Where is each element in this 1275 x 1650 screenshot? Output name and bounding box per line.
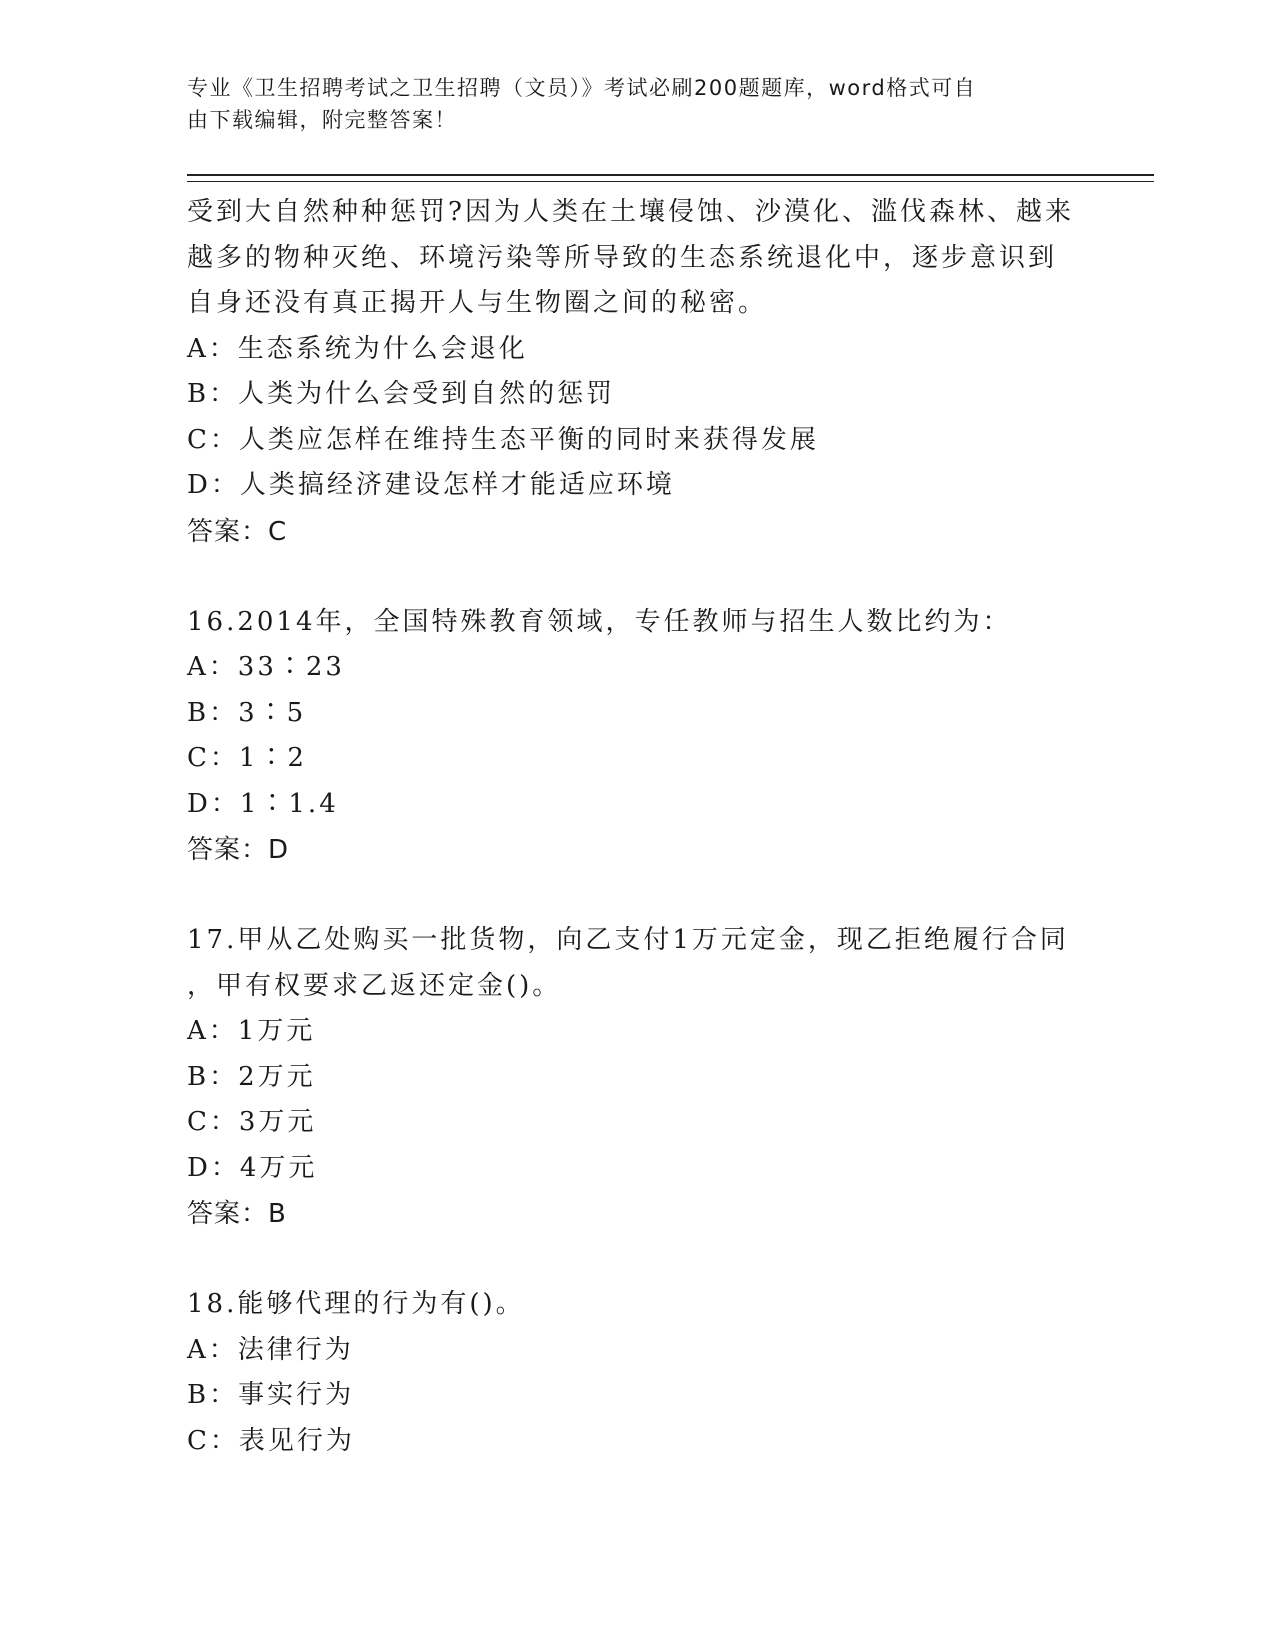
header-line-2: 由下载编辑，附完整答案！ [187, 108, 457, 132]
spacer [187, 1237, 1087, 1282]
spacer [187, 873, 1087, 918]
document-header [187, 72, 1067, 136]
option-a: A：1万元 [187, 1016, 316, 1046]
header-line-1: 专业《卫生招聘考试之卫生招聘（文员）》考试必刷200题题库，word格式可自 [187, 76, 977, 100]
option-c: C：3万元 [187, 1107, 317, 1137]
answer: 答案：C [187, 516, 288, 547]
option-c: C：人类应怎样在维持生态平衡的同时来获得发展 [187, 424, 819, 455]
question-text: 17.甲从乙处购买一批货物，向乙支付1万元定金，现乙拒绝履行合同 [187, 925, 1069, 955]
question-text: 越多的物种灭绝、环境污染等所导致的生态系统退化中，逐步意识到 [187, 242, 1058, 273]
option-a: A：生态系统为什么会退化 [187, 333, 528, 364]
option-d: D：1∶1.4 [187, 788, 339, 819]
question-18 [187, 1282, 1087, 1464]
option-a: A：法律行为 [187, 1334, 354, 1365]
question-16 [187, 600, 1087, 874]
option-b: B：2万元 [187, 1061, 316, 1092]
option-c: C：1∶2 [187, 743, 307, 773]
question-17 [187, 918, 1087, 1237]
option-d: D：4万元 [187, 1152, 318, 1183]
question-text: 受到大自然种种惩罚?因为人类在土壤侵蚀、沙漠化、滥伐森林、越来 [187, 197, 1074, 227]
question-text: 16.2014年，全国特殊教育领域，专任教师与招生人数比约为： [187, 606, 1012, 637]
option-b: B：人类为什么会受到自然的惩罚 [187, 379, 616, 409]
answer: 答案：B [187, 1199, 287, 1229]
question-text: ，甲有权要求乙返还定金()。 [187, 970, 562, 1001]
question-text: 18.能够代理的行为有()。 [187, 1289, 525, 1319]
answer: 答案：D [187, 835, 290, 865]
option-d: D：人类搞经济建设怎样才能适应环境 [187, 470, 675, 500]
question-15 [187, 190, 1087, 555]
option-c: C：表见行为 [187, 1425, 355, 1456]
option-b: B：事实行为 [187, 1380, 355, 1410]
option-b: B：3∶5 [187, 697, 307, 728]
question-text: 自身还没有真正揭开人与生物圈之间的秘密。 [187, 288, 768, 318]
question-list [187, 190, 1087, 1464]
spacer [187, 555, 1087, 600]
header-divider-thick [187, 174, 1154, 176]
option-a: A：33∶23 [187, 652, 345, 682]
header-divider-thin [187, 181, 1154, 182]
